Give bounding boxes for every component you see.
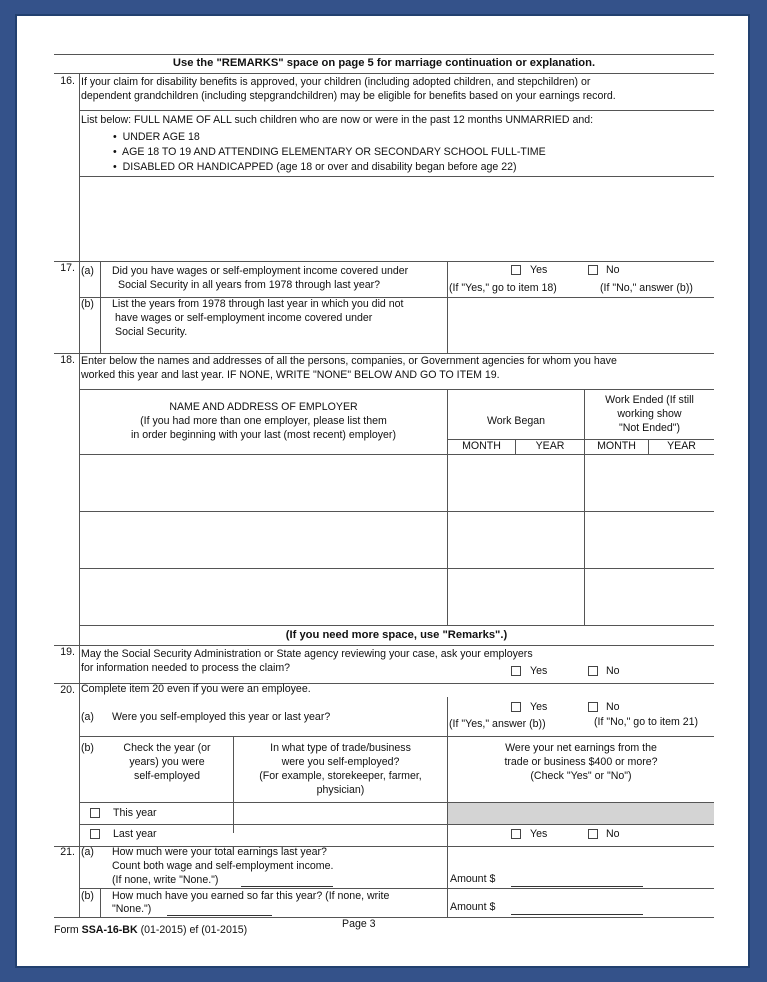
item-16-list-intro: List below: FULL NAME OF ALL such children who are now or were in the past 12 months UNMARRIED and: <box>81 114 594 126</box>
item-17a-no-checkbox[interactable] <box>588 265 598 275</box>
rule <box>54 73 714 74</box>
employer-row-3[interactable] <box>80 569 446 625</box>
item-20b-col2-line3: (For example, storekeeper, farmer, <box>259 770 422 782</box>
rule <box>79 736 714 737</box>
item-20b-col2-line1: In what type of trade/business <box>270 742 411 754</box>
ended-month-header: MONTH <box>597 440 636 452</box>
item-16-text-line2: dependent grandchildren (including stepgrandchildren) may be eligible for benefits based on your earnings record. <box>81 90 616 102</box>
bullet-text: DISABLED OR HANDICAPPED (age 18 or over and disability began before age 22) <box>122 161 517 173</box>
item-20a-no-checkbox[interactable] <box>588 702 598 712</box>
item-18-line2: worked this year and last year. IF NONE, WRITE "NONE" BELOW AND GO TO ITEM 19. <box>81 369 500 381</box>
item-20a-label: (a) <box>81 711 94 723</box>
answer-divider <box>447 261 448 353</box>
top-rule <box>54 54 714 55</box>
yes-label: Yes <box>530 828 548 840</box>
rule <box>54 917 714 918</box>
item-20b-label: (b) <box>81 742 94 754</box>
item-19-line2: for information needed to process the claim? <box>81 662 291 674</box>
bullet-3: • DISABLED OR HANDICAPPED (age 18 or over and disability began before age 22) <box>113 161 517 173</box>
yes-label: Yes <box>530 264 548 276</box>
employer-row-1[interactable] <box>80 455 446 511</box>
work-ended-header-2: working show <box>617 408 682 420</box>
item-19-number: 19. <box>60 646 75 658</box>
amount-label: Amount $ <box>450 873 496 885</box>
item-18-line1: Enter below the names and addresses of all the persons, companies, or Government agencies for whom you have <box>81 355 617 367</box>
rule <box>79 110 714 111</box>
item-17b-line3: Social Security. <box>115 326 188 338</box>
sub-divider <box>100 888 101 917</box>
this-year-label: This year <box>113 807 157 819</box>
item-21b-amount-field[interactable] <box>511 914 643 915</box>
item-20-number: 20. <box>60 684 75 696</box>
bullet-1: • UNDER AGE 18 <box>113 131 200 143</box>
bullet-text: AGE 18 TO 19 AND ATTENDING ELEMENTARY OR SECONDARY SCHOOL FULL-TIME <box>122 146 546 158</box>
rule <box>54 261 714 262</box>
employer-col-header-1: NAME AND ADDRESS OF EMPLOYER <box>169 401 358 413</box>
item-17a-no-note: (If "No," answer (b)) <box>600 282 693 294</box>
item-21-number: 21. <box>60 846 75 858</box>
form-version: (01-2015) ef (01-2015) <box>140 924 248 936</box>
amount-label: Amount $ <box>450 901 496 913</box>
bullet-2: • AGE 18 TO 19 AND ATTENDING ELEMENTARY OR SECONDARY SCHOOL FULL-TIME <box>113 146 546 158</box>
item-17a-yes-checkbox[interactable] <box>511 265 521 275</box>
number-column-divider <box>79 683 80 917</box>
yes-label: Yes <box>530 665 548 677</box>
form-prefix: Form <box>54 924 79 936</box>
item-20b-col2-line4: physician) <box>316 784 365 796</box>
employer-col-header-2: (If you had more than one employer, please list them <box>140 415 387 427</box>
rule <box>79 625 714 626</box>
children-list-field[interactable] <box>80 177 713 261</box>
item-20b-yes-checkbox[interactable] <box>511 829 521 839</box>
bullet-text: UNDER AGE 18 <box>122 131 200 143</box>
yes-label: Yes <box>530 701 548 713</box>
item-21a-amount-field[interactable] <box>511 886 643 887</box>
item-21a-line1: How much were your total earnings last year? <box>112 846 327 858</box>
item-20b-col2-line2: were you self-employed? <box>281 756 400 768</box>
began-month-header: MONTH <box>462 440 501 452</box>
form-page <box>17 16 748 966</box>
item-21b-line2: "None.") <box>112 903 152 915</box>
item-20a-yes-note: (If "Yes," answer (b)) <box>449 718 546 730</box>
answer-divider <box>447 697 448 736</box>
last-year-checkbox[interactable] <box>90 829 100 839</box>
employer-row-2[interactable] <box>80 512 446 568</box>
item-21b-line1: How much have you earned so far this year? (If none, write <box>112 890 390 902</box>
no-label: No <box>606 665 620 677</box>
item-17b-line2: have wages or self-employment income covered under <box>115 312 373 324</box>
employer-col-header-3: in order beginning with your last (most recent) employer) <box>131 429 396 441</box>
item-17b-label: (b) <box>81 298 94 310</box>
item-17a-label: (a) <box>81 265 94 277</box>
item-20b-no-checkbox[interactable] <box>588 829 598 839</box>
page-number: Page 3 <box>342 918 376 930</box>
item-19-no-checkbox[interactable] <box>588 666 598 676</box>
item-19-line1: May the Social Security Administration or State agency reviewing your case, ask your employers <box>81 648 533 660</box>
item-17b-line1: List the years from 1978 through last year in which you did not <box>112 298 404 310</box>
item-17a-line1: Did you have wages or self-employment income covered under <box>112 265 409 277</box>
item-21a-line2: Count both wage and self-employment income. <box>112 860 334 872</box>
this-year-trade-field[interactable] <box>235 804 446 824</box>
item-20b-col1-line1: Check the year (or <box>123 742 211 754</box>
item-18-number: 18. <box>60 354 75 366</box>
form-id: SSA-16-BK <box>81 924 138 936</box>
sub-divider <box>100 261 101 298</box>
item-20b-col3-line2: trade or business $400 or more? <box>504 756 658 768</box>
item-20-intro: Complete item 20 even if you were an employee. <box>81 683 311 695</box>
sub-divider <box>100 297 101 353</box>
shaded-cell <box>448 803 714 824</box>
item-17a-yes-note: (If "Yes," go to item 18) <box>449 282 557 294</box>
item-20b-col3-line3: (Check "Yes" or "No") <box>530 770 632 782</box>
rule <box>54 645 714 646</box>
began-year-header: YEAR <box>535 440 565 452</box>
last-year-label: Last year <box>113 828 157 840</box>
ended-year-header: YEAR <box>667 440 696 452</box>
item-17b-years-field[interactable] <box>449 299 713 351</box>
no-label: No <box>606 701 620 713</box>
item-21a-underline <box>241 886 333 887</box>
item-21a-line3: (If none, write "None.") <box>112 874 219 886</box>
item-20a-no-note: (If "No," go to item 21) <box>594 716 699 728</box>
item-21a-label: (a) <box>81 846 94 858</box>
work-began-header: Work Began <box>486 415 546 427</box>
no-label: No <box>606 264 620 276</box>
rule <box>79 389 714 390</box>
this-year-checkbox[interactable] <box>90 808 100 818</box>
item-20b-col3-line1: Were your net earnings from the <box>505 742 657 754</box>
work-ended-header-1: Work Ended (If still <box>605 394 694 406</box>
item-20b-col1-line2: years) you were <box>129 756 205 768</box>
item-19-yes-checkbox[interactable] <box>511 666 521 676</box>
more-space-note: (If you need more space, use "Remarks".) <box>285 629 508 641</box>
last-year-trade-field[interactable] <box>235 825 446 845</box>
no-label: No <box>606 828 620 840</box>
item-17-number: 17. <box>60 262 75 274</box>
item-20a-question: Were you self-employed this year or last year? <box>112 711 331 723</box>
item-21b-label: (b) <box>81 890 94 902</box>
remarks-note: Use the "REMARKS" space on page 5 for marriage continuation or explanation. <box>172 57 596 69</box>
work-ended-header-3: "Not Ended") <box>618 422 681 434</box>
item-16-text-line1: If your claim for disability benefits is approved, your children (including adopted children, and stepchildren) or <box>81 76 591 88</box>
item-20a-yes-checkbox[interactable] <box>511 702 521 712</box>
item-17a-line2: Social Security in all years from 1978 through last year? <box>118 279 381 291</box>
form-footer <box>54 923 247 938</box>
item-20b-col1-line3: self-employed <box>134 770 200 782</box>
item-16-number: 16. <box>60 75 75 87</box>
item-21b-underline <box>167 915 272 916</box>
